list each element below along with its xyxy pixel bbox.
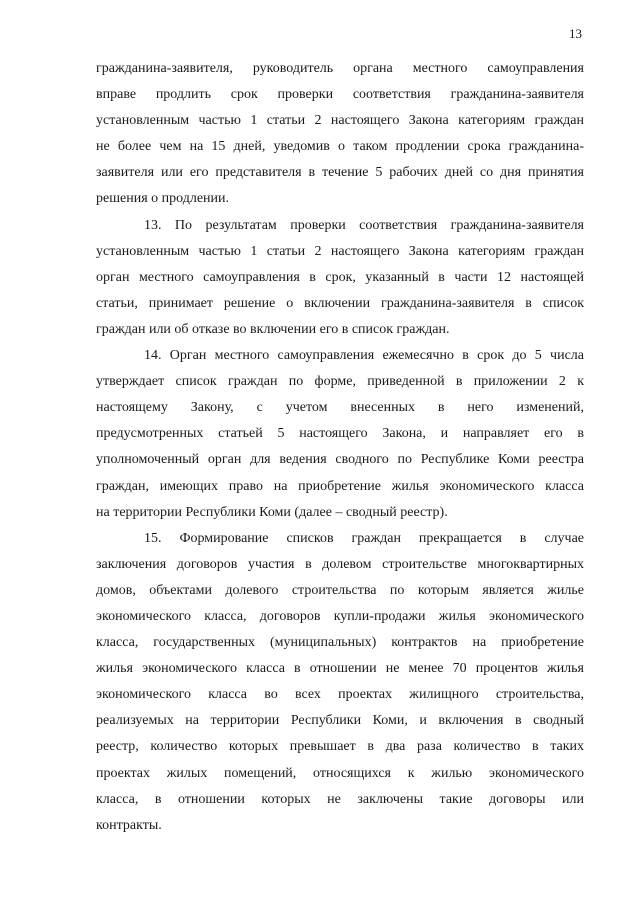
text-line: решения о продлении. — [96, 191, 230, 207]
text-line: граждан или об отказе во включении его в список граждан. — [96, 321, 450, 337]
text-line: утверждает список граждан по форме, приведенной в приложении 2 к — [96, 374, 584, 390]
text-line: экономического класса, договоров купли-продажи жилья экономического — [96, 608, 584, 624]
text-line: экономического класса во всех проектах жилищного строительства, — [96, 687, 584, 703]
text-line: класса, в отношении которых не заключены такие договоры или — [96, 791, 584, 807]
text-line: граждан, имеющих право на приобретение жилья экономического класса — [96, 478, 584, 494]
text-line: 14. Орган местного самоуправления ежемесячно в срок до 5 числа — [144, 348, 584, 364]
page-number: 13 — [569, 26, 582, 41]
text-line: жилья экономического класса в отношении не менее 70 процентов жилья — [96, 661, 584, 677]
text-line: уполномоченный орган для ведения сводного по Республике Коми реестра — [96, 452, 584, 468]
text-line: вправе продлить срок проверки соответствия гражданина-заявителя — [96, 87, 584, 103]
text-line: заявителя или его представителя в течение 5 рабочих дней со дня принятия — [96, 165, 584, 181]
text-line: предусмотренных статьей 5 настоящего Закона, и направляет его в — [96, 426, 584, 442]
text-line: не более чем на 15 дней, уведомив о таком продлении срока гражданина- — [96, 139, 584, 155]
text-line: установленным частью 1 статьи 2 настоящего Закона категориям граждан — [96, 113, 584, 129]
text-line: на территории Республики Коми (далее – сводный реестр). — [96, 504, 448, 520]
text-line: статьи, принимает решение о включении гражданина-заявителя в список — [96, 295, 584, 311]
body-text — [96, 56, 584, 839]
text-line: орган местного самоуправления в срок, указанный в части 12 настоящей — [96, 269, 584, 285]
text-line: установленным частью 1 статьи 2 настоящего Закона категориям граждан — [96, 243, 584, 259]
text-line: 13. По результатам проверки соответствия гражданина-заявителя — [144, 217, 584, 233]
text-line: проектах жилых помещений, относящихся к жилью экономического — [96, 765, 584, 781]
text-line: реализуемых на территории Республики Коми, и включения в сводный — [96, 713, 584, 729]
text-line: контракты. — [96, 817, 162, 833]
text-line: домов, объектами долевого строительства по которым является жилье — [96, 582, 584, 598]
text-line: заключения договоров участия в долевом строительстве многоквартирных — [96, 556, 584, 572]
text-line: реестр, количество которых превышает в два раза количество в таких — [96, 739, 584, 755]
text-line: гражданина-заявителя, руководитель органа местного самоуправления — [96, 61, 584, 76]
text-line: 15. Формирование списков граждан прекращается в случае — [144, 530, 584, 546]
text-line: настоящему Закону, с учетом внесенных в него изменений, — [96, 400, 584, 416]
text-line: класса, государственных (муниципальных) контрактов на приобретение — [96, 635, 584, 651]
